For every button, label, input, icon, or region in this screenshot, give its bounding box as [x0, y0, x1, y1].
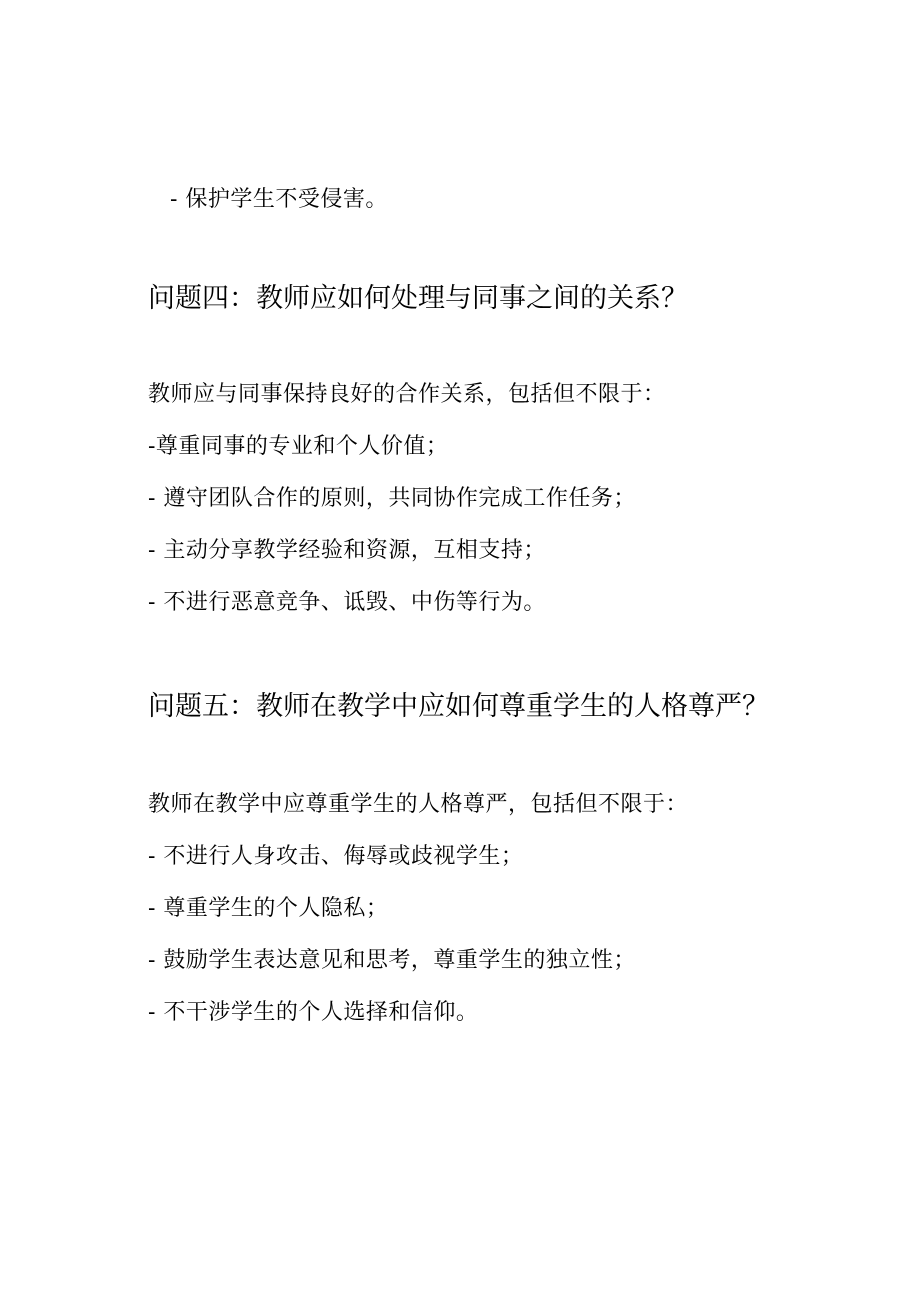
list-item: - 主动分享教学经验和资源，互相支持；: [148, 538, 546, 563]
section-heading-4: 问题四：教师应如何处理与同事之间的关系？: [148, 283, 688, 314]
list-item: - 尊重学生的个人隐私；: [148, 896, 389, 921]
list-item: - 遵守团队合作的原则，共同协作完成工作任务；: [148, 486, 636, 511]
section-heading-5: 问题五：教师在教学中应如何尊重学生的人格尊严？: [148, 691, 769, 722]
list-item: - 不干涉学生的个人选择和信仰。: [148, 1000, 479, 1025]
section-lead-4: 教师应与同事保持良好的合作关系，包括但不限于：: [148, 382, 666, 407]
list-item: - 鼓励学生表达意见和思考，尊重学生的独立性；: [148, 948, 636, 973]
list-item: - 不进行人身攻击、侮辱或歧视学生；: [148, 844, 524, 869]
section-lead-5: 教师在教学中应尊重学生的人格尊严，包括但不限于：: [148, 792, 689, 817]
list-item: -尊重同事的专业和个人价值；: [148, 434, 449, 459]
list-item: - 不进行恶意竞争、诋毁、中伤等行为。: [148, 590, 546, 615]
list-item: - 保护学生不受侵害。: [170, 187, 388, 212]
